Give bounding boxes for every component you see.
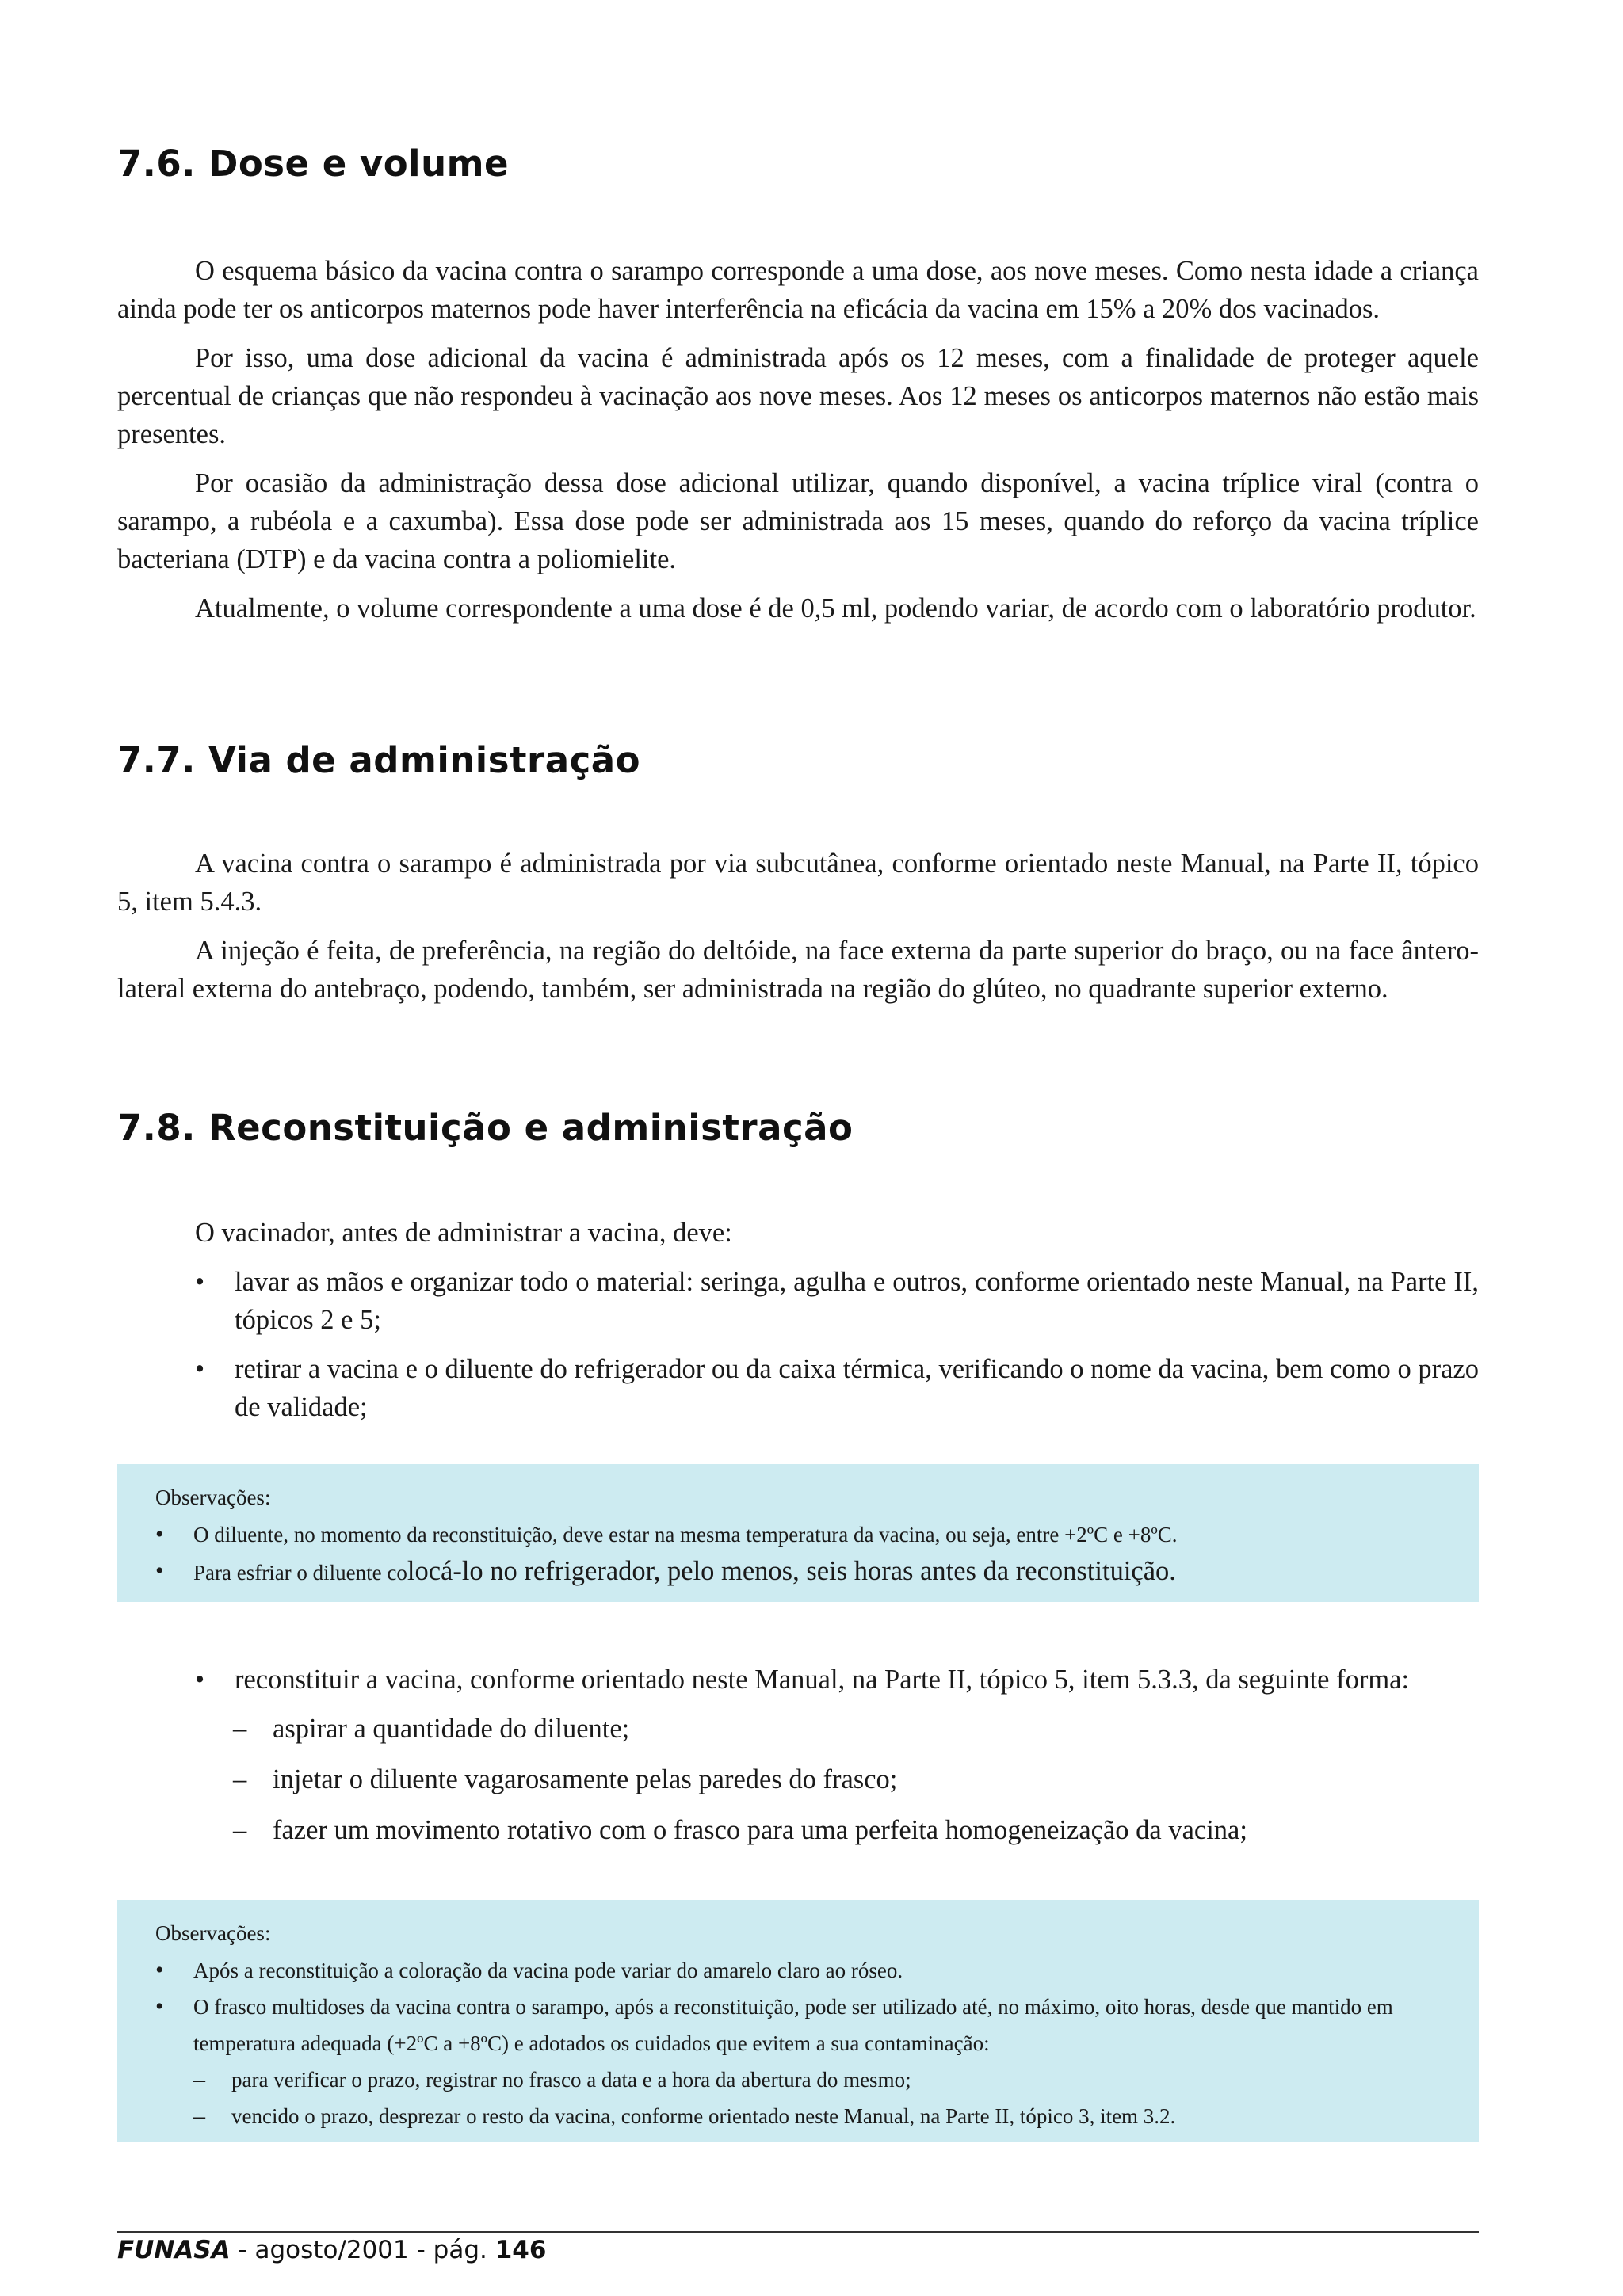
observations-list (155, 1952, 1441, 2061)
bullet-marker: • (155, 1558, 164, 1584)
dash-marker: – (193, 2066, 205, 2092)
section-7-7-body (117, 845, 1479, 1019)
bullet-marker: • (155, 1993, 164, 2019)
dash-item-text: injetar o diluente vagarosamente pelas paredes do frasco; (273, 1764, 898, 1794)
observations-title: Observações: (155, 1921, 271, 1945)
list-item-text: lavar as mãos e organizar todo o material: seringa, agulha e outros, conforme orientado neste Manual, na Parte II, tópicos 2 e 5; (235, 1267, 1479, 1335)
observation-subitem-text: vencido o prazo, desprezar o resto da vacina, conforme orientado neste Manual, na Parte II, tópico 3, item 3.2. (231, 2104, 1176, 2128)
dash-list (117, 1710, 1479, 1849)
observations-box-1 (117, 1464, 1479, 1602)
bullet-list (117, 1263, 1479, 1426)
dash-marker: – (233, 1714, 247, 1744)
paragraph: O esquema básico da vacina contra o sarampo corresponde a uma dose, aos nove meses. Como nesta idade a criança ainda pode ter os anticorpos maternos pode haver interferência na eficácia da vacina em 15% a 20% dos vacinados. (117, 256, 1479, 324)
list-item-text: retirar a vacina e o diluente do refrigerador ou da caixa térmica, verificando o nome da vacina, bem como o prazo de validade; (235, 1354, 1479, 1422)
observation-subitem-text: para verificar o prazo, registrar no frasco a data e a hora da abertura do mesmo; (231, 2068, 911, 2092)
page-footer (117, 2236, 546, 2264)
heading-7-6: 7.6. Dose e volume (117, 143, 510, 185)
page-number: 146 (495, 2236, 547, 2264)
list-item (117, 1350, 1479, 1426)
list-item (117, 1263, 1479, 1339)
footer-org: FUNASA (117, 2236, 231, 2264)
dash-item-text: aspirar a quantidade do diluente; (273, 1714, 630, 1744)
dash-marker: – (233, 1764, 247, 1794)
intro-text: O vacinador, antes de administrar a vacina, deve: (195, 1218, 732, 1248)
dash-item-text: fazer um movimento rotativo com o frasco para uma perfeita homogeneização da vacina; (273, 1815, 1247, 1845)
bullet-marker: • (195, 1665, 205, 1695)
observation-subitem (155, 2061, 1441, 2098)
bullet-marker: • (195, 1354, 205, 1384)
observation-item (155, 1952, 1441, 1989)
observation-item (155, 1989, 1441, 2061)
observations-title: Observações: (155, 1486, 271, 1509)
dash-item (117, 1811, 1479, 1849)
list-item (117, 1661, 1479, 1699)
document-page (117, 0, 1479, 2296)
dash-marker: – (193, 2103, 205, 2129)
observation-text-large: locá-lo no refrigerador, pelo menos, seis horas antes da reconstituição. (407, 1556, 1176, 1586)
dash-item (117, 1760, 1479, 1798)
paragraph: Por ocasião da administração dessa dose adicional utilizar, quando disponível, a vacina tríplice viral (contra o sarampo, a rubéola e a caxumba). Essa dose pode ser administrada aos 15 meses, quando do reforço da vacina tríplice bacteriana (DTP) e da vacina contra a poliomielite. (117, 468, 1479, 574)
list-item-text: reconstituir a vacina, conforme orientado neste Manual, na Parte II, tópico 5, item 5.3.3, da seguinte forma: (235, 1665, 1410, 1695)
bullet-marker: • (155, 1957, 164, 1983)
bullet-list (117, 1661, 1479, 1699)
observation-text-small: Para esfriar o diluente co (193, 1561, 407, 1585)
dash-marker: – (233, 1815, 247, 1845)
section-7-8-continued (117, 1661, 1479, 1862)
paragraph: A vacina contra o sarampo é administrada por via subcutânea, conforme orientado neste Manual, na Parte II, tópico 5, item 5.4.3. (117, 849, 1479, 917)
heading-7-8: 7.8. Reconstituição e administração (117, 1107, 854, 1149)
paragraph: Atualmente, o volume correspondente a uma dose é de 0,5 ml, podendo variar, de acordo com o laboratório produtor. (195, 593, 1476, 624)
section-7-6-body (117, 252, 1479, 639)
observation-subitem (155, 2098, 1441, 2134)
paragraph: Por isso, uma dose adicional da vacina é administrada após os 12 meses, com a finalidade de proteger aquele percentual de crianças que não respondeu à vacinação aos nove meses. Aos 12 meses os anticorpos maternos não estão mais presentes. (117, 343, 1479, 449)
observation-item (155, 1553, 1441, 1591)
observation-text: Após a reconstituição a coloração da vacina pode variar do amarelo claro ao róseo. (193, 1958, 903, 1982)
observation-text: O diluente, no momento da reconstituição, deve estar na mesma temperatura da vacina, ou seja, entre +2ºC e +8ºC. (193, 1523, 1178, 1547)
section-7-8-body (117, 1214, 1479, 1437)
observations-list (155, 1516, 1441, 1591)
observations-box-2 (117, 1900, 1479, 2142)
footer-date: - agosto/2001 - pág. (230, 2236, 495, 2264)
paragraph: A injeção é feita, de preferência, na região do deltóide, na face externa da parte superior do braço, ou na face ântero-lateral externa do antebraço, podendo, também, ser administrada na região do glúteo, no quadrante superior externo. (117, 936, 1479, 1004)
footer-rule (117, 2231, 1479, 2233)
heading-7-7: 7.7. Via de administração (117, 739, 641, 781)
observation-item (155, 1516, 1441, 1553)
observation-text: O frasco multidoses da vacina contra o sarampo, após a reconstituição, pode ser utilizado até, no máximo, oito horas, desde que mantido em temperatura adequada (+2ºC a +8ºC) e adotados os cuidados que evitem a sua contaminação: (193, 1995, 1393, 2055)
dash-item (117, 1710, 1479, 1748)
bullet-marker: • (155, 1521, 164, 1547)
bullet-marker: • (195, 1267, 205, 1297)
observations-sublist (155, 2061, 1441, 2134)
